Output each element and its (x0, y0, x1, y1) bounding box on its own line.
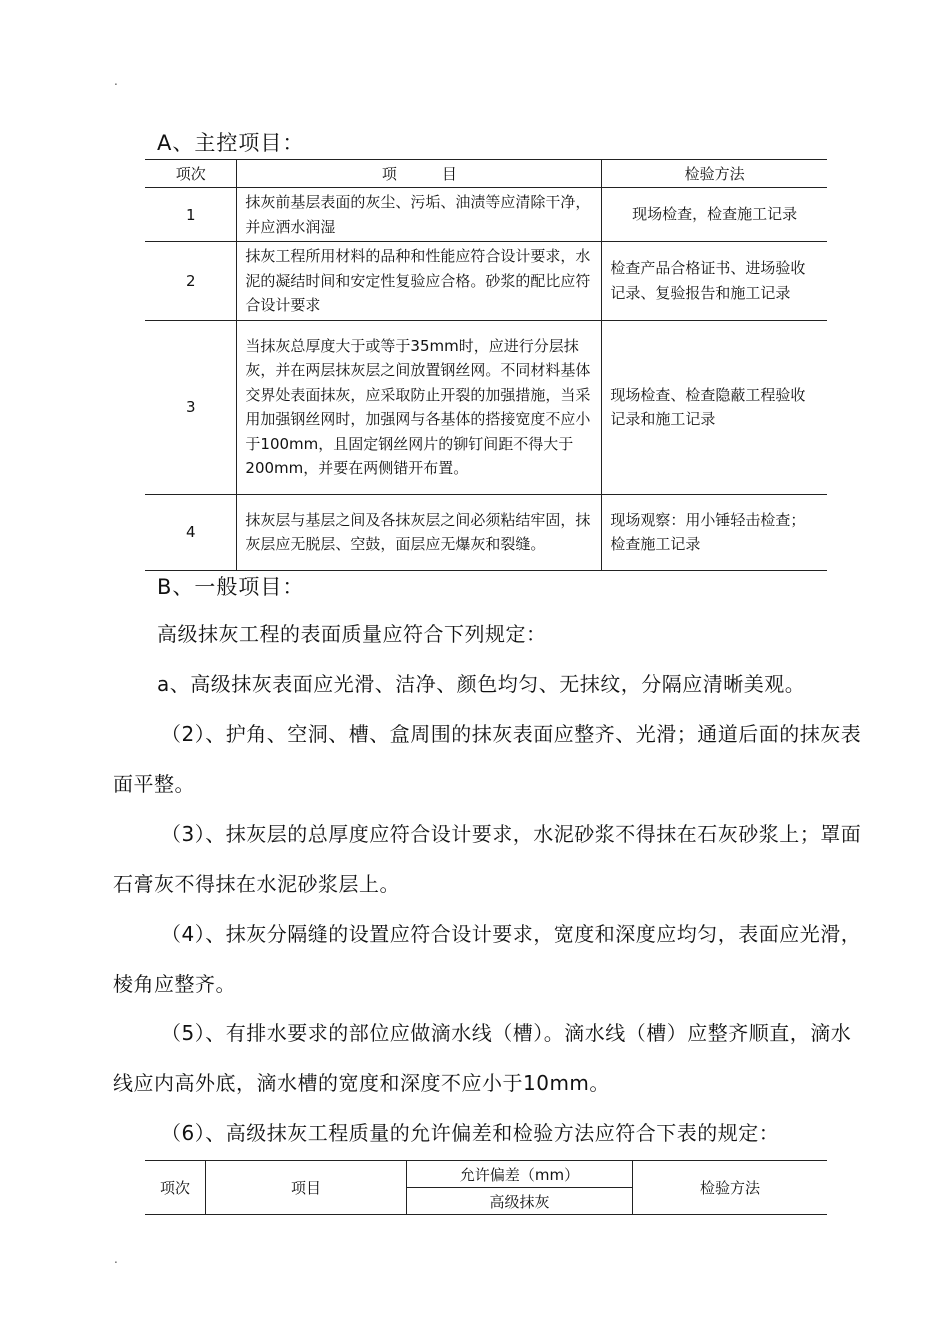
section-b-title: B、一般项目： (157, 575, 305, 599)
table-row (145, 320, 827, 494)
row-method: 检查产品合格证书、进场验收记录、复验报告和施工记录 (602, 242, 827, 321)
paragraph-3: （3）、抹灰层的总厚度应符合设计要求，水泥砂浆不得抹在石灰砂浆上；罩面石膏灰不得抹在水泥砂浆层上。 (113, 822, 862, 896)
row-method: 现场检查、检查隐蔽工程验收记录和施工记录 (602, 320, 827, 494)
table-header-row (145, 160, 827, 188)
header-no: 项次 (145, 160, 237, 188)
row-no: 1 (145, 188, 237, 242)
header-tolerance: 允许偏差（mm） (407, 1161, 633, 1188)
table-row (145, 494, 827, 570)
header-no: 项次 (145, 1161, 206, 1215)
table-row (145, 188, 827, 242)
row-no: 4 (145, 494, 237, 570)
page-mark-bottom: . (114, 1252, 118, 1266)
paragraph-a: a、高级抹灰表面应光滑、洁净、颜色均匀、无抹纹，分隔应清晰美观。 (157, 672, 806, 696)
row-no: 2 (145, 242, 237, 321)
section-a-title: A、主控项目： (157, 131, 305, 155)
section-b-intro: 高级抹灰工程的表面质量应符合下列规定： (157, 622, 547, 646)
header-tolerance-sub: 高级抹灰 (407, 1188, 633, 1215)
header-item: 项 目 (237, 160, 602, 188)
tolerance-table (145, 1160, 827, 1215)
row-item: 抹灰前基层表面的灰尘、污垢、油渍等应清除干净，并应洒水润湿 (237, 188, 602, 242)
row-method: 现场观察：用小锤轻击检查；检查施工记录 (602, 494, 827, 570)
row-no: 3 (145, 320, 237, 494)
table-row (145, 242, 827, 321)
table-header-row (145, 1161, 827, 1188)
paragraph-5: （5）、有排水要求的部位应做滴水线（槽）。滴水线（槽）应整齐顺直，滴水线应内高外底，滴水槽的宽度和深度不应小于10mm。 (113, 1021, 852, 1095)
header-method: 检验方法 (633, 1161, 828, 1215)
header-method: 检验方法 (602, 160, 827, 188)
row-item: 抹灰工程所用材料的品种和性能应符合设计要求，水泥的凝结时间和安定性复验应合格。砂浆的配比应符合设计要求 (237, 242, 602, 321)
paragraph-2: （2）、护角、空洞、槽、盒周围的抹灰表面应整齐、光滑；通道后面的抹灰表面平整。 (113, 722, 862, 796)
main-control-table (145, 159, 827, 571)
paragraph-6: （6）、高级抹灰工程质量的允许偏差和检验方法应符合下表的规定： (161, 1121, 780, 1145)
row-item: 抹灰层与基层之间及各抹灰层之间必须粘结牢固，抹灰层应无脱层、空鼓，面层应无爆灰和裂缝。 (237, 494, 602, 570)
header-item: 项目 (206, 1161, 407, 1215)
row-item: 当抹灰总厚度大于或等于35mm时，应进行分层抹灰，并在两层抹灰层之间放置钢丝网。不同材料基体交界处表面抹灰，应采取防止开裂的加强措施，当采用加强钢丝网时，加强网与各基体的搭接宽度不应小于100mm，且固定钢丝网片的铆钉间距不得大于200mm，并要在两侧错开布置。 (237, 320, 602, 494)
page-mark-top: . (114, 74, 118, 88)
row-method: 现场检查，检查施工记录 (602, 188, 827, 242)
paragraph-4: （4）、抹灰分隔缝的设置应符合设计要求，宽度和深度应均匀，表面应光滑，棱角应整齐。 (113, 922, 862, 996)
